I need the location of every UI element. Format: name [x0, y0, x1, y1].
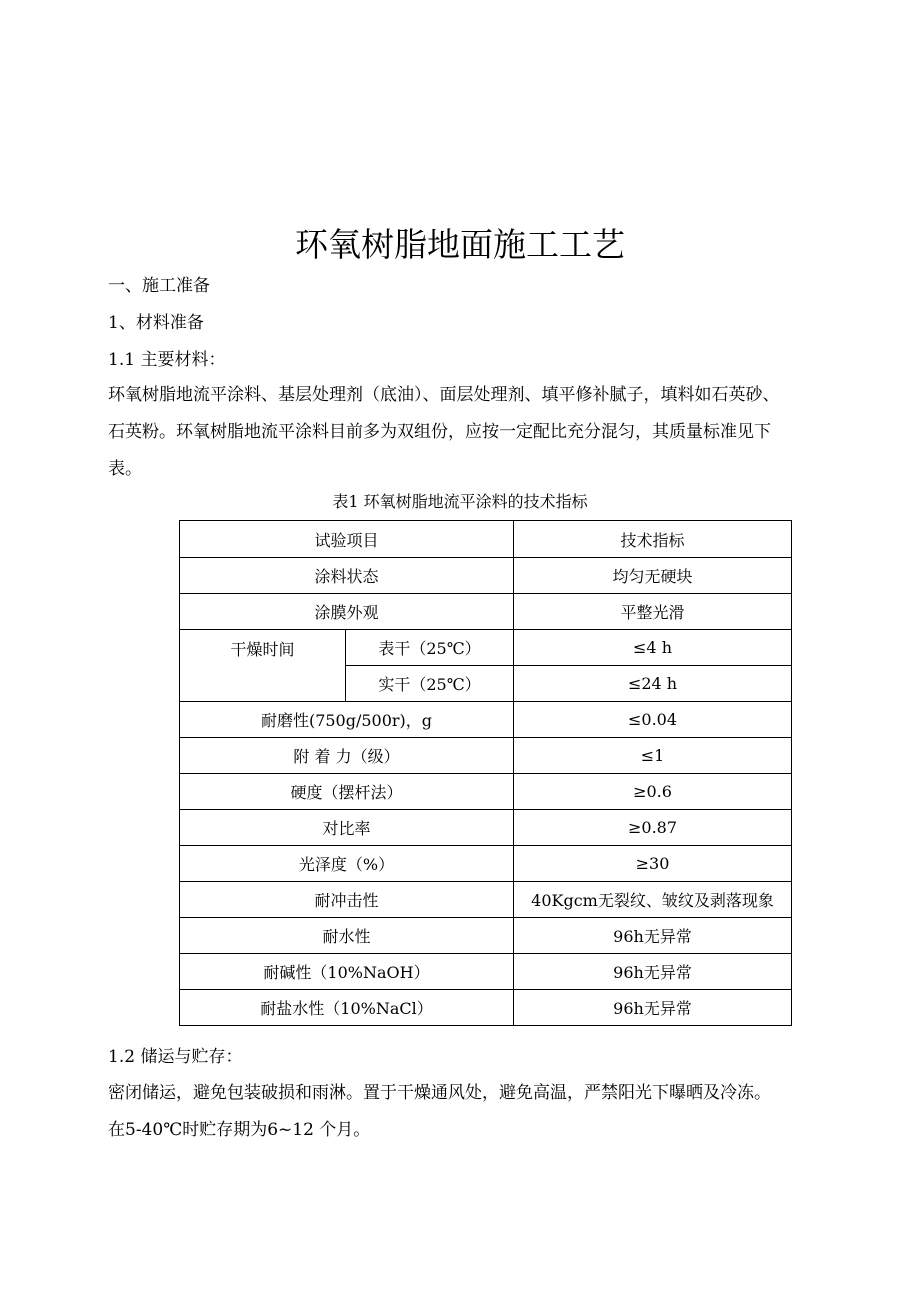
item-cell: 实干（25℃） [346, 666, 514, 702]
table-row [180, 630, 792, 666]
item-cell: 耐磨性(750g/500r)，g [180, 702, 514, 738]
paragraph-line: 石英粉。环氧树脂地流平涂料目前多为双组份，应按一定配比充分混匀，其质量标准见下 [108, 422, 771, 442]
table-row [180, 990, 792, 1026]
header-item-cell: 试验项目 [180, 521, 514, 558]
item-cell: 附 着 力（级） [180, 738, 514, 774]
spec-cell: ≤0.04 [514, 702, 792, 738]
item-cell: 对比率 [180, 810, 514, 846]
paragraph-line: 密闭储运，避免包装破损和雨淋。置于干燥通风处，避免高温，严禁阳光下曝晒及冷冻。 [108, 1083, 771, 1103]
spec-cell: 均匀无硬块 [514, 558, 792, 594]
spec-cell: 平整光滑 [514, 594, 792, 630]
spec-cell: 96h无异常 [514, 954, 792, 990]
table-header-row [180, 521, 792, 558]
paragraph-line: 表。 [108, 459, 142, 479]
storage-paragraph [108, 1075, 838, 1149]
item-cell: 耐碱性（10%NaOH） [180, 954, 514, 990]
item-cell: 硬度（摆杆法） [180, 774, 514, 810]
item-cell: 耐冲击性 [180, 882, 514, 918]
table-row [180, 918, 792, 954]
item-heading-main-materials: 1.1 主要材料： [108, 350, 226, 370]
spec-cell: ≤1 [514, 738, 792, 774]
materials-paragraph [108, 377, 838, 488]
spec-cell: ≥30 [514, 846, 792, 882]
item-cell: 光泽度（%） [180, 846, 514, 882]
table-caption: 表1 环氧树脂地流平涂料的技术指标 [332, 492, 588, 511]
spec-cell: 40Kgcm无裂纹、皱纹及剥落现象 [514, 882, 792, 918]
paragraph-line: 在5-40℃时贮存期为6~12 个月。 [108, 1120, 371, 1140]
page-title: 环氧树脂地面施工工艺 [295, 225, 625, 264]
spec-cell: ≤24 h [514, 666, 792, 702]
item-cell: 涂料状态 [180, 558, 514, 594]
table-row [180, 954, 792, 990]
group-cell-drying-time: 干燥时间 [180, 630, 346, 702]
item-cell: 涂膜外观 [180, 594, 514, 630]
item-heading-storage: 1.2 储运与贮存： [108, 1047, 243, 1067]
item-cell: 耐水性 [180, 918, 514, 954]
table-row [180, 882, 792, 918]
subsection-heading: 1、材料准备 [108, 313, 204, 333]
paragraph-line: 环氧树脂地流平涂料、基层处理剂（底油）、面层处理剂、填平修补腻子，填料如石英砂、 [108, 385, 780, 405]
spec-table [179, 520, 792, 1026]
table-row [180, 558, 792, 594]
spec-cell: ≤4 h [514, 630, 792, 666]
header-spec-cell: 技术指标 [514, 521, 792, 558]
table-row [180, 738, 792, 774]
table-row [180, 702, 792, 738]
item-cell: 表干（25℃） [346, 630, 514, 666]
spec-cell: 96h无异常 [514, 990, 792, 1026]
item-cell: 耐盐水性（10%NaCl） [180, 990, 514, 1026]
spec-cell: ≥0.87 [514, 810, 792, 846]
table-row [180, 846, 792, 882]
section-heading: 一、施工准备 [108, 276, 210, 296]
spec-cell: 96h无异常 [514, 918, 792, 954]
table-row [180, 810, 792, 846]
table-row [180, 594, 792, 630]
spec-cell: ≥0.6 [514, 774, 792, 810]
table-row [180, 774, 792, 810]
